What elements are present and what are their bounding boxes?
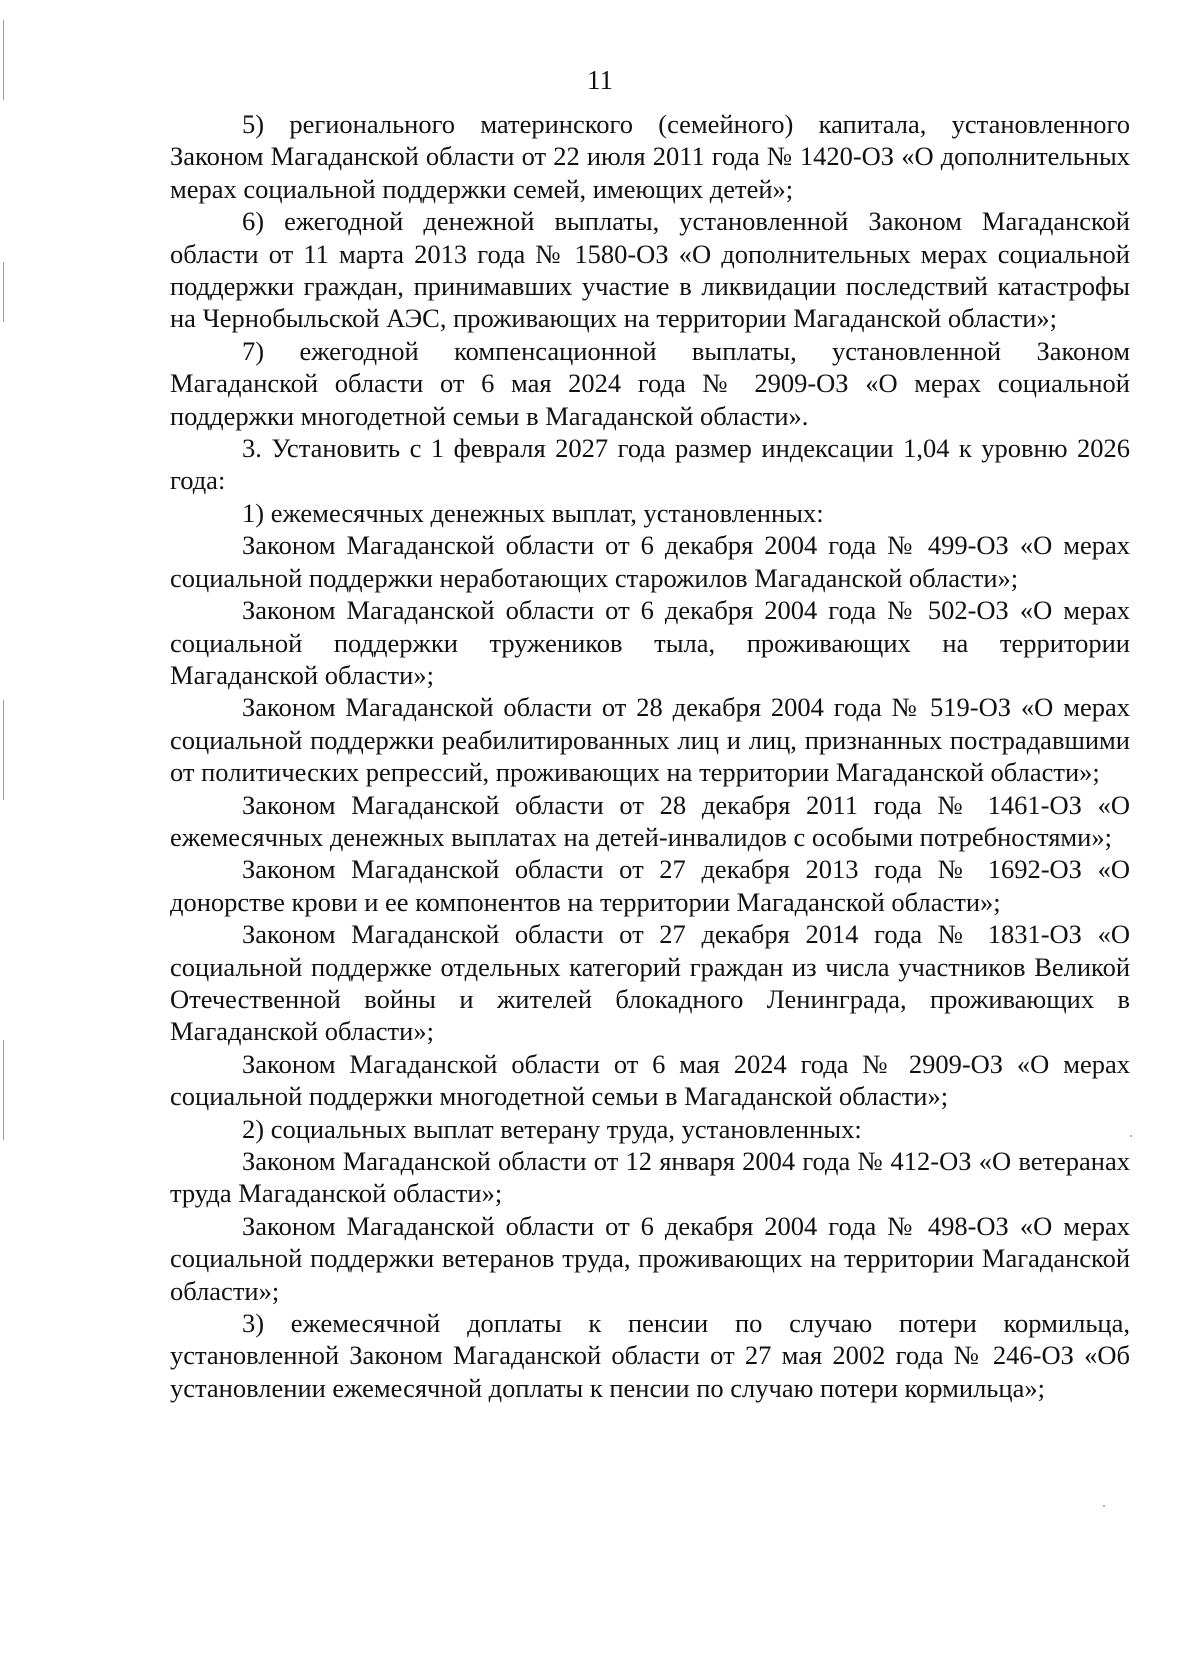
paragraph-subitem-1: 1) ежемесячных денежных выплат, установленных: <box>242 497 824 528</box>
scan-dot <box>1130 1135 1132 1137</box>
paragraph-law-1831: Законом Магаданской области от 27 декабря 2014 года № 1831-ОЗ «О социальной поддержке отдельных категорий граждан из числа участников Великой Отечественной войны и жителей блокадного Ленинграда, проживающих в Магаданской области»; <box>170 919 1130 1047</box>
paragraph-law-1461: Законом Магаданской области от 28 декабря 2011 года № 1461-ОЗ «О ежемесячных денежных выплатах на детей-инвалидов с особыми потребностями»; <box>170 789 1130 852</box>
paragraph-law-499: Законом Магаданской области от 6 декабря 2004 года № 499-ОЗ «О мерах социальной поддержки неработающих старожилов Магаданской области»; <box>170 530 1130 593</box>
paragraph-section-3: 3. Установить с 1 февраля 2027 года размер индексации 1,04 к уровню 2026 года: <box>170 433 1130 496</box>
scan-dot <box>1103 1505 1105 1507</box>
paragraph-subitem-3: 3) ежемесячной доплаты к пенсии по случаю потери кормильца, установленной Законом Магаданской области от 27 мая 2002 года № 246-ОЗ «Об установлении ежемесячной доплаты к пенсии по случаю потери кормильца»; <box>170 1308 1130 1403</box>
paragraph-item-7: 7) ежегодной компенсационной выплаты, установленной Законом Магаданской области от 6 мая 2024 года № 2909-ОЗ «О мерах социальной поддержки многодетной семьи в Магаданской области». <box>170 335 1130 431</box>
document-body <box>170 108 1130 1404</box>
paragraph-law-2909: Законом Магаданской области от 6 мая 2024 года № 2909-ОЗ «О мерах социальной поддержки многодетной семьи в Магаданской области»; <box>170 1048 1130 1112</box>
paragraph-item-5: 5) регионального материнского (семейного) капитала, установленного Законом Магаданской области от 22 июля 2011 года № 1420-ОЗ «О дополнительных мерах социальной поддержки семей, имеющих детей»; <box>170 109 1130 204</box>
paragraph-subitem-2: 2) социальных выплат ветерану труда, установленных: <box>242 1113 862 1144</box>
paragraph-item-6: 6) ежегодной денежной выплаты, установленной Законом Магаданской области от 11 марта 2013 года № 1580-ОЗ «О дополнительных мерах социальной поддержки граждан, принимавших участие в ликвидации последствий катастрофы на Чернобыльской АЭС, проживающих на территории Магаданской области»; <box>170 206 1130 334</box>
paragraph-law-412: Законом Магаданской области от 12 января 2004 года № 412-ОЗ «О ветеранах труда Магаданской области»; <box>170 1146 1130 1209</box>
paragraph-law-519: Законом Магаданской области от 28 декабря 2004 года № 519-ОЗ «О мерах социальной поддержки реабилитированных лиц и лиц, признанных пострадавшими от политических репрессий, проживающих на территории Магаданской области»; <box>170 692 1130 788</box>
paragraph-law-498: Законом Магаданской области от 6 декабря 2004 года № 498-ОЗ «О мерах социальной поддержки ветеранов труда, проживающих на территории Магаданской области»; <box>170 1210 1130 1306</box>
page-number: 11 <box>587 65 613 95</box>
scan-edge-mark <box>3 262 4 322</box>
paragraph-law-1692: Законом Магаданской области от 27 декабря 2013 года № 1692-ОЗ «О донорстве крови и ее компонентов на территории Магаданской области»; <box>170 854 1130 917</box>
scan-edge-mark <box>3 700 4 800</box>
paragraph-law-502: Законом Магаданской области от 6 декабря 2004 года № 502-ОЗ «О мерах социальной поддержки тружеников тыла, проживающих на территории Магаданской области»; <box>170 595 1130 690</box>
scan-edge-mark <box>3 1040 4 1140</box>
